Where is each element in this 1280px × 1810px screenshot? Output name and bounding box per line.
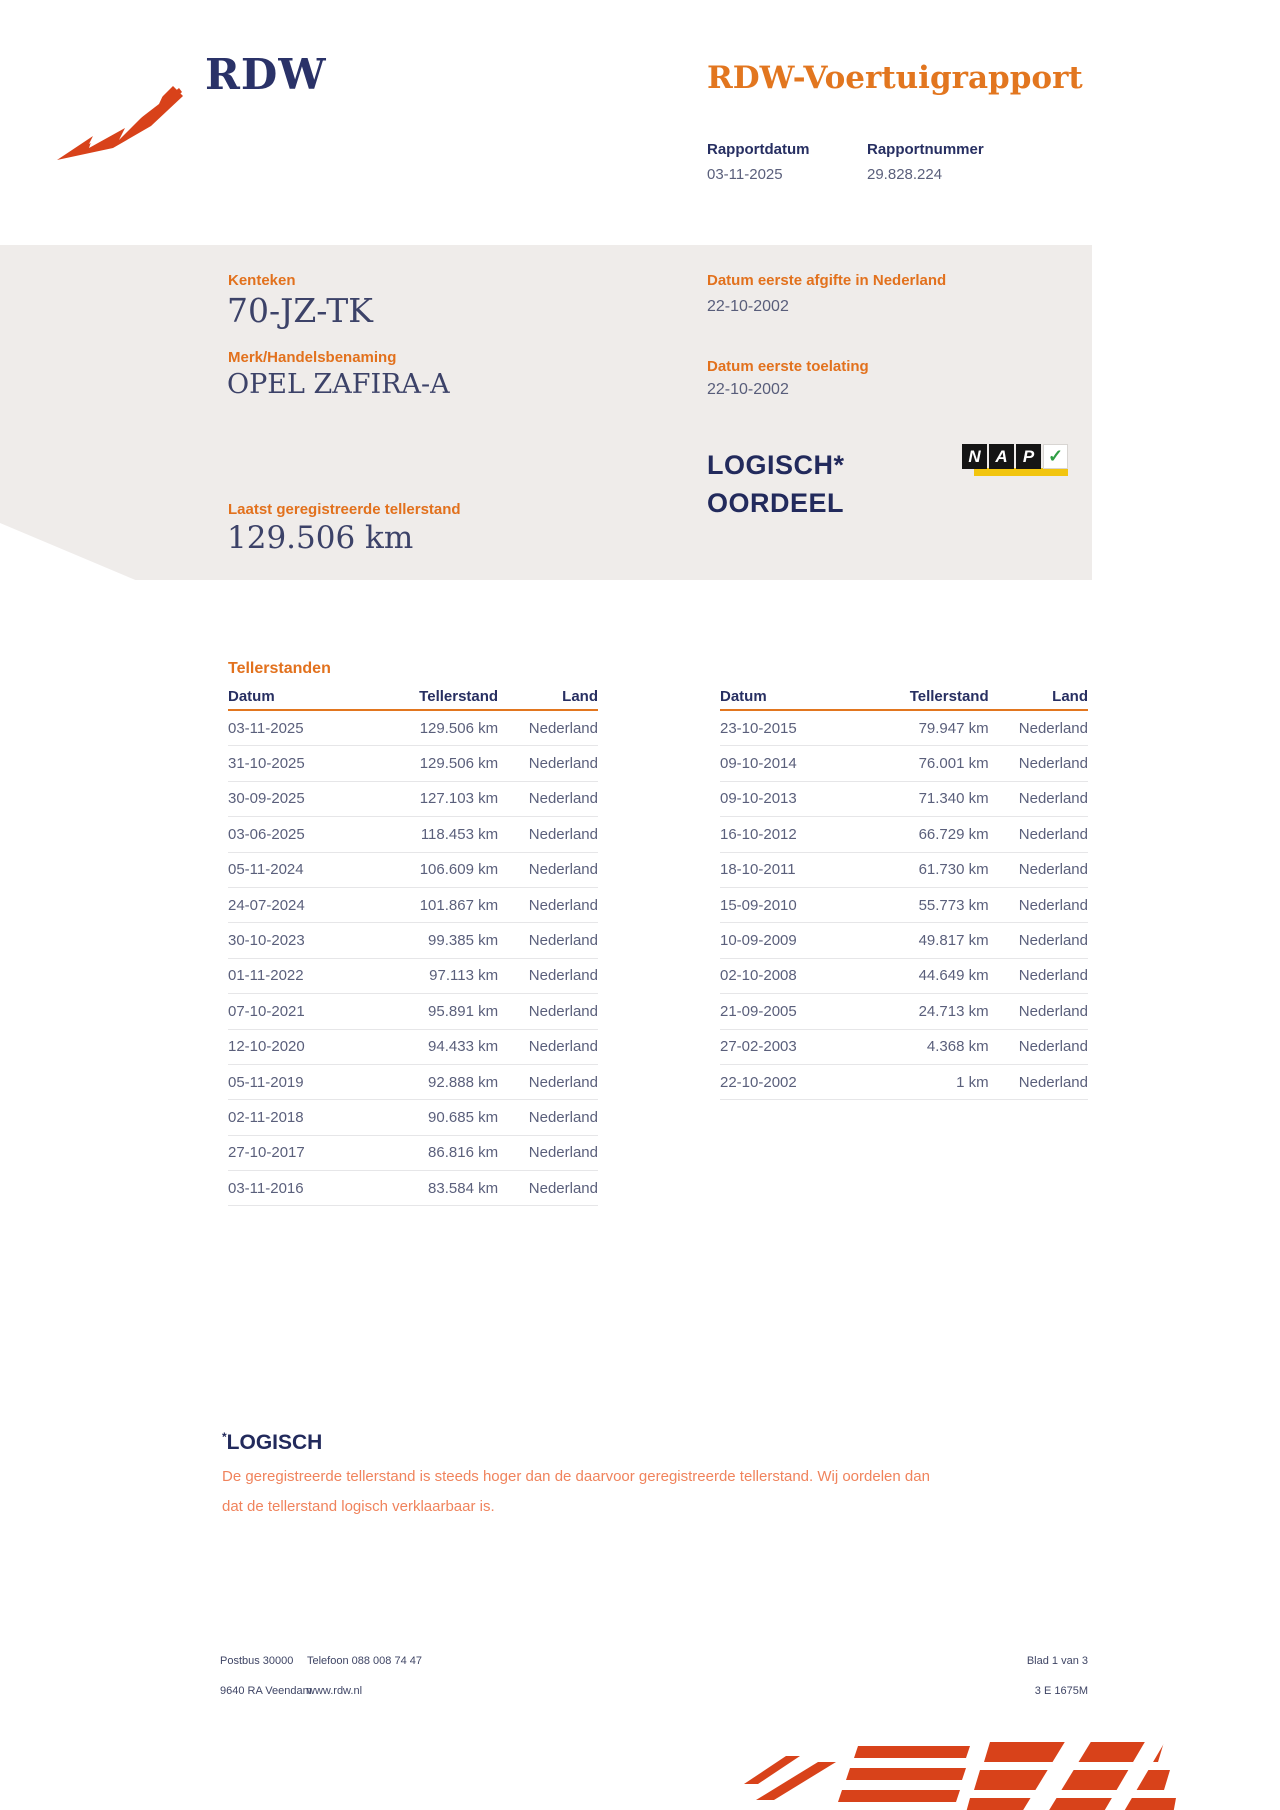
cell-datum: 15-09-2010: [720, 896, 797, 914]
table-row: [228, 746, 598, 781]
cell-tellerstand: 4.368 km: [926, 1038, 989, 1056]
cell-tellerstand: 55.773 km: [918, 896, 989, 914]
cell-datum: 10-09-2009: [720, 932, 797, 950]
table-row: [228, 853, 598, 888]
explanation-line2: dat de tellerstand logisch verklaarbaar is.: [222, 1498, 495, 1515]
rdw-decoration-graphic: [740, 1740, 1180, 1810]
nap-logo: [962, 444, 1068, 476]
cell-datum: 07-10-2021: [228, 1002, 305, 1020]
cell-land: Nederland: [1018, 755, 1088, 773]
logisch-explanation-title: [222, 1430, 322, 1455]
cell-land: Nederland: [1018, 1002, 1088, 1020]
tellerstand-label: Laatst geregistreerde tellerstand: [228, 501, 461, 518]
tellerstand-value: 129.506 km: [227, 520, 414, 556]
report-date-value: 03-11-2025: [707, 166, 783, 183]
cell-tellerstand: 79.947 km: [918, 719, 989, 737]
oordeel-line2: OORDEEL: [707, 488, 845, 518]
cell-land: Nederland: [1018, 1038, 1088, 1056]
cell-land: Nederland: [528, 719, 598, 737]
cell-tellerstand: 71.340 km: [918, 790, 989, 808]
cell-land: Nederland: [528, 755, 598, 773]
cell-tellerstand: 118.453 km: [420, 825, 499, 843]
cell-tellerstand: 97.113 km: [429, 967, 499, 985]
cell-datum: 24-07-2024: [228, 896, 305, 914]
cell-land: Nederland: [528, 1038, 598, 1056]
table-row: [720, 923, 1088, 958]
cell-tellerstand: 129.506 km: [419, 755, 499, 773]
cell-datum: 21-09-2005: [720, 1002, 797, 1020]
cell-land: Nederland: [1018, 896, 1088, 914]
footer-address-line2: 9640 RA Veendam: [220, 1685, 312, 1697]
table-row: [228, 1171, 598, 1206]
table-row: [720, 853, 1088, 888]
cell-land: Nederland: [528, 825, 598, 843]
cell-tellerstand: 76.001 km: [918, 755, 989, 773]
cell-datum: 23-10-2015: [720, 719, 797, 737]
column-header-datum: Datum: [228, 688, 275, 705]
table-row: [228, 1030, 598, 1065]
cell-datum: 18-10-2011: [720, 861, 796, 879]
cell-land: Nederland: [1018, 861, 1088, 879]
table-row: [720, 994, 1088, 1029]
table-row: [228, 959, 598, 994]
kenteken-value: 70-JZ-TK: [227, 291, 373, 330]
rdw-logo-text: RDW: [205, 50, 327, 99]
cell-tellerstand: 49.817 km: [918, 932, 989, 950]
report-number-value: 29.828.224: [867, 166, 943, 183]
merk-value: OPEL ZAFIRA-A: [227, 369, 450, 400]
cell-land: Nederland: [528, 967, 598, 985]
eerste-afgifte-value: 22-10-2002: [707, 298, 789, 315]
table-row: [720, 888, 1088, 923]
cell-tellerstand: 86.816 km: [428, 1144, 499, 1162]
table-header-row: [720, 686, 1088, 711]
oordeel-line1: LOGISCH*: [707, 450, 845, 480]
cell-datum: 31-10-2025: [228, 755, 305, 773]
merk-label: Merk/Handelsbenaming: [228, 349, 397, 366]
cell-land: Nederland: [1018, 719, 1088, 737]
cell-land: Nederland: [528, 1144, 598, 1162]
cell-datum: 03-06-2025: [228, 825, 305, 843]
column-header-datum: Datum: [720, 688, 767, 705]
cell-datum: 03-11-2025: [228, 719, 304, 737]
cell-tellerstand: 94.433 km: [428, 1038, 499, 1056]
summary-panel: [0, 245, 1092, 580]
table-row: [228, 711, 598, 746]
cell-datum: 01-11-2022: [228, 967, 304, 985]
cell-datum: 30-10-2023: [228, 932, 305, 950]
cell-tellerstand: 127.103 km: [419, 790, 499, 808]
cell-datum: 02-11-2018: [228, 1108, 304, 1126]
cell-datum: 09-10-2013: [720, 790, 797, 808]
table-row: [228, 888, 598, 923]
cell-land: Nederland: [1018, 967, 1088, 985]
cell-land: Nederland: [528, 896, 598, 914]
table-row: [228, 923, 598, 958]
cell-tellerstand: 61.730 km: [918, 861, 989, 879]
cell-land: Nederland: [528, 932, 598, 950]
cell-datum: 30-09-2025: [228, 790, 305, 808]
table-row: [228, 1136, 598, 1171]
tellerstanden-table-left: [228, 686, 598, 1206]
cell-datum: 27-02-2003: [720, 1038, 797, 1056]
cell-land: Nederland: [528, 1002, 598, 1020]
cell-tellerstand: 83.584 km: [428, 1179, 499, 1197]
column-header-land: Land: [562, 688, 598, 705]
nap-letter-n: N: [962, 444, 987, 469]
cell-tellerstand: 44.649 km: [918, 967, 989, 985]
table-header-row: [228, 686, 598, 711]
table-row: [720, 746, 1088, 781]
table-row: [228, 817, 598, 852]
cell-datum: 27-10-2017: [228, 1144, 305, 1162]
cell-land: Nederland: [528, 861, 598, 879]
column-header-land: Land: [1052, 688, 1088, 705]
cell-land: Nederland: [528, 1179, 598, 1197]
footer-website: www.rdw.nl: [307, 1685, 363, 1697]
cell-tellerstand: 92.888 km: [428, 1073, 499, 1091]
cell-land: Nederland: [1018, 1073, 1088, 1091]
footer-page-number: Blad 1 van 3: [1026, 1655, 1088, 1667]
table-row: [228, 1100, 598, 1135]
cell-datum: 16-10-2012: [720, 825, 797, 843]
cell-tellerstand: 106.609 km: [419, 861, 499, 879]
page-title: RDW-Voertuigrapport: [707, 60, 1083, 96]
cell-tellerstand: 90.685 km: [428, 1108, 499, 1126]
cell-tellerstand: 66.729 km: [918, 825, 989, 843]
cell-datum: 12-10-2020: [228, 1038, 305, 1056]
table-row: [228, 994, 598, 1029]
cell-land: Nederland: [1018, 825, 1088, 843]
cell-tellerstand: 101.867 km: [419, 896, 499, 914]
asterisk-marker: *: [222, 1430, 227, 1444]
column-header-tellerstand: Tellerstand: [419, 688, 499, 705]
cell-datum: 09-10-2014: [720, 755, 797, 773]
cell-tellerstand: 1 km: [956, 1073, 989, 1091]
tellerstanden-section-title: Tellerstanden: [228, 660, 331, 677]
cell-land: Nederland: [1018, 790, 1088, 808]
table-row: [720, 1030, 1088, 1065]
eerste-toelating-label: Datum eerste toelating: [707, 358, 869, 375]
table-row: [720, 1065, 1088, 1100]
cell-datum: 05-11-2019: [228, 1073, 304, 1091]
rdw-logo-icon: [55, 74, 185, 162]
footer-doc-code: 3 E 1675M: [1034, 1685, 1088, 1697]
cell-datum: 03-11-2016: [228, 1179, 304, 1197]
nap-letter-p: P: [1016, 444, 1041, 469]
cell-datum: 22-10-2002: [720, 1073, 797, 1091]
explanation-line1: De geregistreerde tellerstand is steeds hoger dan de daarvoor geregistreerde tellerstand. Wij oordelen dan: [222, 1468, 930, 1485]
cell-tellerstand: 99.385 km: [428, 932, 499, 950]
eerste-toelating-value: 22-10-2002: [707, 381, 789, 398]
table-row: [720, 817, 1088, 852]
column-header-tellerstand: Tellerstand: [909, 688, 989, 705]
kenteken-label: Kenteken: [228, 272, 296, 289]
nap-letter-a: A: [989, 444, 1014, 469]
cell-land: Nederland: [1018, 932, 1088, 950]
footer-address-line1: Postbus 30000: [220, 1655, 294, 1667]
cell-land: Nederland: [528, 1073, 598, 1091]
logisch-title-text: LOGISCH: [226, 1431, 323, 1454]
report-date-label: Rapportdatum: [707, 141, 810, 158]
cell-datum: 02-10-2008: [720, 967, 797, 985]
nap-yellow-bar: [974, 468, 1068, 476]
eerste-afgifte-label: Datum eerste afgifte in Nederland: [707, 272, 947, 289]
tellerstanden-table-right: [720, 686, 1088, 1100]
cell-land: Nederland: [528, 790, 598, 808]
report-number-label: Rapportnummer: [867, 141, 984, 158]
cell-tellerstand: 24.713 km: [918, 1002, 989, 1020]
cell-tellerstand: 129.506 km: [419, 719, 499, 737]
cell-tellerstand: 95.891 km: [428, 1002, 499, 1020]
nap-check-icon: ✓: [1043, 444, 1068, 469]
table-row: [720, 782, 1088, 817]
table-row: [228, 1065, 598, 1100]
cell-land: Nederland: [528, 1108, 598, 1126]
cell-datum: 05-11-2024: [228, 861, 304, 879]
table-row: [720, 711, 1088, 746]
table-row: [228, 782, 598, 817]
footer-phone: Telefoon 088 008 74 47: [307, 1655, 422, 1667]
table-row: [720, 959, 1088, 994]
